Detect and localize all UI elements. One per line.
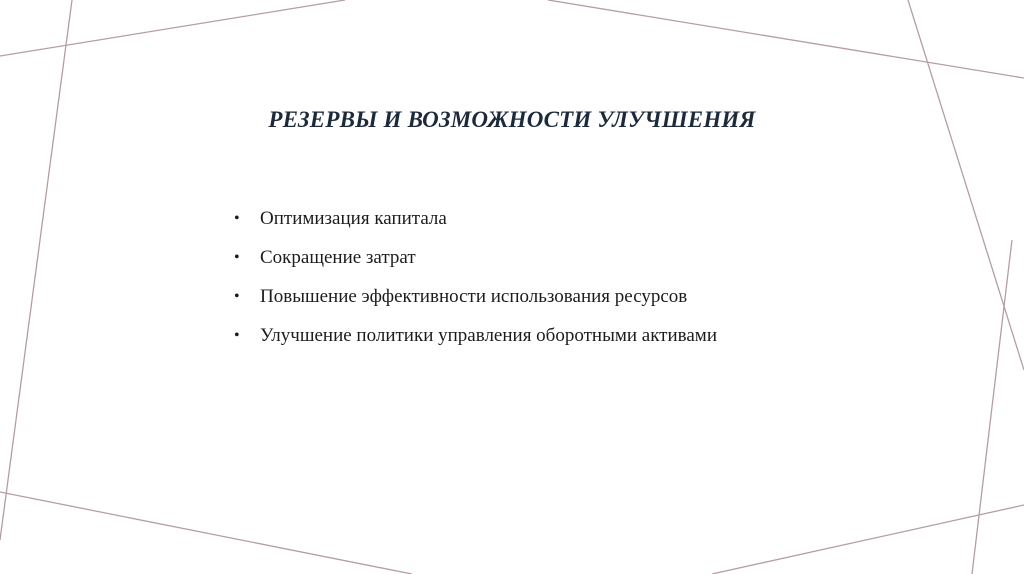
bullet-text: Улучшение политики управления оборотными активами — [260, 325, 718, 346]
bullet-dot-icon: • — [234, 210, 240, 227]
bullet-dot-icon: • — [234, 288, 240, 305]
bullet-text: Оптимизация капитала — [260, 208, 447, 229]
frame-line-top-left — [0, 0, 345, 56]
bullet-text: Сокращение затрат — [260, 247, 416, 268]
bullet-text: Повышение эффективности использования ресурсов — [260, 286, 688, 307]
frame-line-bottom-right — [712, 505, 1024, 574]
bullet-dot-icon: • — [234, 249, 240, 266]
bullet-item — [234, 282, 717, 321]
slide-title: РЕЗЕРВЫ И ВОЗМОЖНОСТИ УЛУЧШЕНИЯ — [268, 107, 756, 132]
frame-line-right — [908, 0, 1024, 370]
bullet-item — [234, 321, 717, 360]
frame-line-left — [0, 0, 72, 540]
frame-line-top-right — [548, 0, 1024, 78]
bullet-item — [234, 243, 717, 282]
bullet-list — [234, 204, 717, 360]
frame-line-right-lower — [972, 240, 1012, 574]
bullet-dot-icon: • — [234, 327, 240, 344]
bullet-item — [234, 204, 717, 243]
frame-line-bottom-left — [0, 492, 412, 574]
